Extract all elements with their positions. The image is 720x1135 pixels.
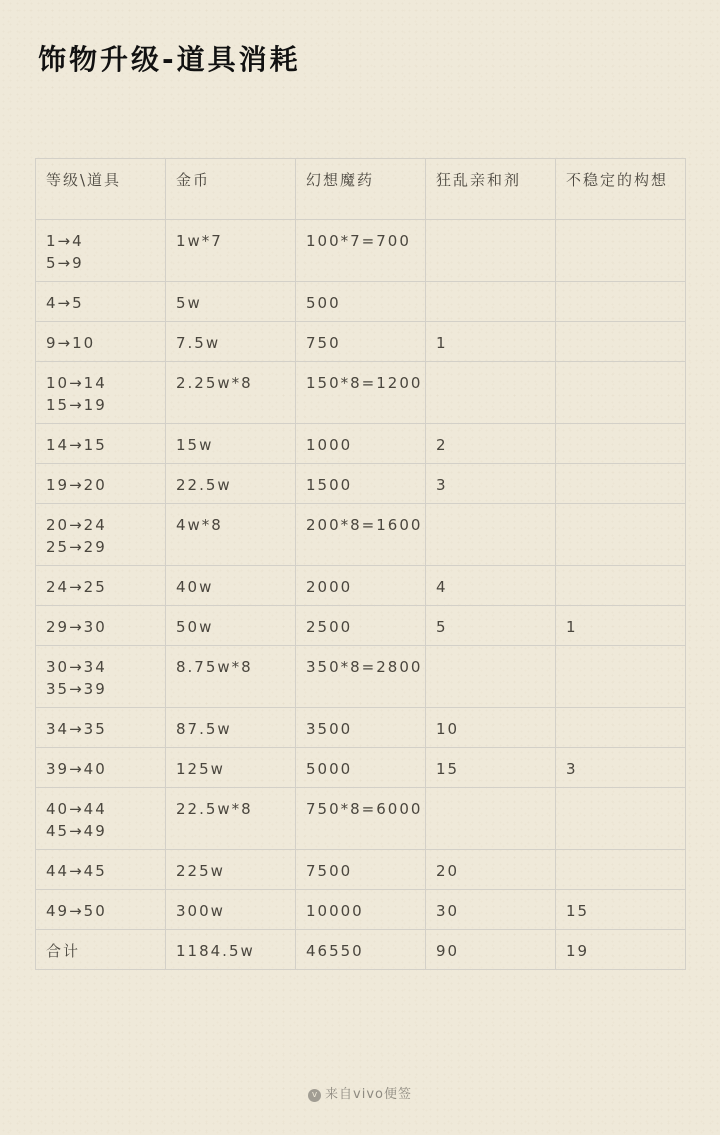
cell-gold: 15w [166,424,296,464]
cell-unstable-concept [556,504,686,566]
header-cell-level: 等级\道具 [36,159,166,220]
cell-unstable-concept: 15 [556,890,686,930]
cell-fantasy-potion: 500 [296,282,426,322]
cell-gold: 22.5w*8 [166,788,296,850]
cell-gold: 50w [166,606,296,646]
cell-fantasy-potion: 7500 [296,850,426,890]
cell-unstable-concept [556,566,686,606]
cell-level: 40→44 45→49 [36,788,166,850]
footer [0,1083,720,1102]
cell-fantasy-potion: 3500 [296,708,426,748]
table-row [36,504,686,566]
cell-fantasy-potion: 5000 [296,748,426,788]
table-row [36,930,686,970]
cell-gold: 1184.5w [166,930,296,970]
cell-frenzy-affinity: 5 [426,606,556,646]
cell-level: 4→5 [36,282,166,322]
cell-gold: 5w [166,282,296,322]
table-row [36,220,686,282]
cell-level: 合计 [36,930,166,970]
cell-gold: 40w [166,566,296,606]
cell-frenzy-affinity: 10 [426,708,556,748]
cell-frenzy-affinity: 1 [426,322,556,362]
table-row [36,606,686,646]
cell-unstable-concept [556,322,686,362]
cell-frenzy-affinity [426,646,556,708]
cell-level: 34→35 [36,708,166,748]
cell-frenzy-affinity: 15 [426,748,556,788]
cell-frenzy-affinity [426,282,556,322]
cell-frenzy-affinity: 4 [426,566,556,606]
cell-gold: 225w [166,850,296,890]
cell-unstable-concept [556,788,686,850]
table-row [36,748,686,788]
cell-unstable-concept: 1 [556,606,686,646]
cell-level: 49→50 [36,890,166,930]
v-logo-icon: v [308,1089,321,1102]
cell-unstable-concept [556,220,686,282]
cell-level: 9→10 [36,322,166,362]
cell-level: 20→24 25→29 [36,504,166,566]
cell-fantasy-potion: 1500 [296,464,426,504]
cell-frenzy-affinity: 20 [426,850,556,890]
cell-frenzy-affinity [426,504,556,566]
table-row [36,566,686,606]
cell-level: 30→34 35→39 [36,646,166,708]
cell-unstable-concept: 19 [556,930,686,970]
cell-gold: 4w*8 [166,504,296,566]
cell-fantasy-potion: 350*8=2800 [296,646,426,708]
cell-level: 10→14 15→19 [36,362,166,424]
cell-fantasy-potion: 46550 [296,930,426,970]
cell-frenzy-affinity: 90 [426,930,556,970]
cell-gold: 2.25w*8 [166,362,296,424]
cell-unstable-concept [556,464,686,504]
table-row [36,708,686,748]
cell-frenzy-affinity: 30 [426,890,556,930]
cell-unstable-concept [556,282,686,322]
cell-frenzy-affinity [426,362,556,424]
page-title: 饰物升级-道具消耗 [38,43,301,76]
cell-fantasy-potion: 2500 [296,606,426,646]
cell-gold: 7.5w [166,322,296,362]
cell-gold: 300w [166,890,296,930]
cell-gold: 125w [166,748,296,788]
cell-level: 19→20 [36,464,166,504]
cell-frenzy-affinity [426,788,556,850]
cell-gold: 8.75w*8 [166,646,296,708]
cell-unstable-concept [556,850,686,890]
cell-fantasy-potion: 100*7=700 [296,220,426,282]
table-row [36,646,686,708]
cell-unstable-concept [556,646,686,708]
cell-fantasy-potion: 2000 [296,566,426,606]
cell-frenzy-affinity [426,220,556,282]
cell-gold: 1w*7 [166,220,296,282]
cell-fantasy-potion: 750 [296,322,426,362]
cell-unstable-concept [556,424,686,464]
cell-level: 24→25 [36,566,166,606]
cell-level: 39→40 [36,748,166,788]
cell-fantasy-potion: 10000 [296,890,426,930]
table-row [36,890,686,930]
table-row [36,464,686,504]
cell-level: 14→15 [36,424,166,464]
header-cell-gold: 金币 [166,159,296,220]
cell-fantasy-potion: 1000 [296,424,426,464]
cell-unstable-concept [556,362,686,424]
cell-frenzy-affinity: 3 [426,464,556,504]
table-header [36,159,686,220]
table-row [36,850,686,890]
table-row [36,282,686,322]
footer-source-text: 来自vivo便签 [325,1087,412,1102]
cell-unstable-concept [556,708,686,748]
table-row [36,788,686,850]
table-row [36,322,686,362]
cell-fantasy-potion: 150*8=1200 [296,362,426,424]
header-cell-frenzy-affinity: 狂乱亲和剂 [426,159,556,220]
table-body [36,220,686,970]
cell-level: 44→45 [36,850,166,890]
cell-gold: 87.5w [166,708,296,748]
cell-frenzy-affinity: 2 [426,424,556,464]
header-row [36,159,686,220]
item-cost-table [35,158,686,970]
cell-fantasy-potion: 750*8=6000 [296,788,426,850]
cell-level: 1→4 5→9 [36,220,166,282]
cell-gold: 22.5w [166,464,296,504]
table-row [36,424,686,464]
cell-level: 29→30 [36,606,166,646]
header-cell-unstable-concept: 不稳定的构想 [556,159,686,220]
header-cell-fantasy-potion: 幻想魔药 [296,159,426,220]
table-row [36,362,686,424]
cell-fantasy-potion: 200*8=1600 [296,504,426,566]
cell-unstable-concept: 3 [556,748,686,788]
